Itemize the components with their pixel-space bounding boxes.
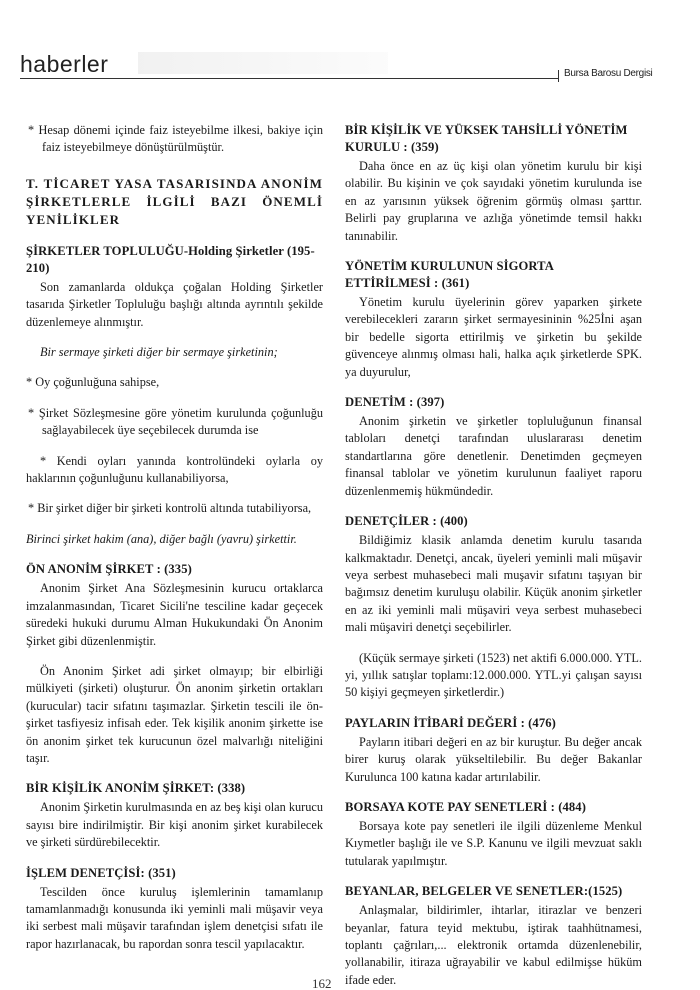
paragraph: Anonim Şirket Ana Sözleşmesinin kurucu ortaklarca imzalanmasından, Ticaret Sicili'ne tesciline kadar geçecek süredeki hukuki durumu Alman Hukukundaki Ön Anonim Şirket gibi düzenlenmiştir. <box>26 581 323 648</box>
bullet-item: * Bir şirket diğer bir şirketi kontrolü altında tutabiliyorsa, <box>28 501 312 516</box>
journal-name: Bursa Barosu Dergisi <box>564 68 653 79</box>
paragraph: Borsaya kote pay senetleri ile ilgili düzenleme Menkul Kıymetler başlığı ile ve S.P. Kanunu ve ilgili mevzuat saklı tutularak yapılmıştır. <box>345 818 642 868</box>
paragraph: Anonim şirketin ve şirketler topluluğunun finansal tabloları denetçi tarafından uluslararası denetim standartlarına göre denetlenir. Denetimden geçmeyen finansal tablolar ve yönetim kurulunun faaliyet raporu düzenlenmemiş hükmündedir. <box>345 414 642 498</box>
section-title-denetim: DENETİM : (397) <box>345 395 445 410</box>
paragraph-italic: Bir sermaye şirketi diğer bir sermaye şirketinin; <box>40 345 278 360</box>
paragraph: Yönetim kurulu üyelerinin görev yaparken şirkete verebilecekleri zararın şirket sermayesininin %25İni aşan bir bedelle sigorta ettirilmiş ve şirketin bu şekilde güvenceye alınmış olması hali, halka açık şirketlerde SPK. ya duyurulur, <box>345 295 642 379</box>
section-title-denetciler: DENETÇİLER : (400) <box>345 514 468 529</box>
bullet-item: * Kendi oyları yanında kontrolündeki oylarla oy haklarının çoğunluğunu kullanabiliyorsa, <box>26 453 323 486</box>
paragraph: Anlaşmalar, bildirimler, ihtarlar, itirazlar ve benzeri beyanlar, fatura teyid mektubu, iştirak taahhütnamesi, toplantı çağrıları,... elektronik ortamda düzenlenebilir, yollanabilir, itiraza uğrayabilir ve kabul edilmişse hüküm ifade eder. <box>345 903 642 987</box>
left-column <box>26 122 323 953</box>
paragraph: Son zamanlarda oldukça çoğalan Holding Şirketler tasarıda Şirketler Topluluğu başlığı altında ayrıntılı şekilde düzenlemeye alınmıştır. <box>26 279 323 329</box>
page-header <box>20 52 660 82</box>
section-title-sigorta: YÖNETİM KURULUNUN SİGORTA ETTİRİLMESİ : (361) <box>345 259 554 291</box>
paragraph: (Küçük sermaye şirketi (1523) net aktifi 6.000.000. YTL. yi, yıllık satışlar toplamı:12.000.000. YTL.yi çalışan sayısı 50 kişiyi geçmeyen şirketlerdir.) <box>345 650 642 700</box>
paragraph: Payların itibari değeri en az bir kuruştur. Bu değer ancak birer kuruş olarak yükseltilebilir. Bu değer Bakanlar Kurulunca 100 katına kadar artırılabilir. <box>345 734 642 784</box>
section-title-yonetim-kurulu: BİR KİŞİLİK VE YÜKSEK TAHSİLLİ YÖNETİM KURULU : (359) <box>345 123 628 154</box>
main-title: T. TİCARET YASA TASARISINDA ANONİM ŞİRKETLERLE İLGİLİ BAZI ÖNEMLİ YENİLİKLER <box>26 175 323 227</box>
section-title-itibari-deger: PAYLARIN İTİBARİ DEĞERİ : (476) <box>345 715 556 730</box>
section-title-borsaya-kote: BORSAYA KOTE PAY SENETLERİ : (484) <box>345 799 586 814</box>
paragraph: Anonim Şirketin kurulmasında en az beş kişi olan kurucu sayısı bire indirilmiştir. Bir kişi anonim şirket kurabilecek ve şirketi sürdürebilecektir. <box>26 800 323 850</box>
header-rule <box>20 78 558 79</box>
page-number: 162 <box>312 976 332 990</box>
header-rule-tick <box>558 70 559 82</box>
paragraph: Daha önce en az üç kişi olan yönetim kurulu bir kişi olabilir. Bu kişinin ve çok sayıdaki yönetim kurulunda ise en az yarısının yüksek öğrenim görmüş olması şarttır. Belirli pay gruplarına ve azlığa yönetimde temsil hakkı tanınabilir. <box>345 159 642 243</box>
paragraph: Bildiğimiz klasik anlamda denetim kurulu tasarıda kalkmaktadır. Denetçi, ancak, üyeleri yeminli mali müşavir veya serbest muhasebeci mali muşavir sıfatını taşıyan bir bağımsız denetim kuruluşu olabilir. Küçük anonim şirketler en az iki yeminli mali müşaviri veya serbest muhasebeci mali müşaviri denetçi seçebilirler. <box>345 533 642 635</box>
bullet-item: * Şirket Sözleşmesine göre yönetim kurulunda çoğunluğu sağlayabilecek üye seçebilecek durumda ise <box>28 405 323 438</box>
right-column <box>345 122 642 989</box>
bullet-item: * Oy çoğunluğuna sahipse, <box>26 375 160 390</box>
section-title-islem-denetcisi: İŞLEM DENETÇİSİ: (351) <box>26 865 176 880</box>
paragraph: Ön Anonim Şirket adi şirket olmayıp; bir elbirliği mülkiyeti (şirketi) oluşturur. Ön anonim şirketin ortakları (kurucular) tacir sıfatını taşımazlar. Şirketin tescili ile ön-şirket tasfiyesiz infisah eder. Tek kişilik anonim şirkette ise ön anonim şirket tek kurucunun özel malvarlığı niteliğini taşır. <box>26 663 323 765</box>
paragraph: Tescilden önce kuruluş işlemlerinin tamamlanıp tamamlanmadığı konusunda iki yeminli mali müşavir veya iki serbest mali müşavir tarafından işlem denetçisi sıfatı ile rapor hazırlanacak, bu rapordan sonra tescil yapılacaktır. <box>26 884 323 951</box>
header-shadow-decoration <box>138 52 388 74</box>
paragraph-italic: Birinci şirket hakim (ana), diğer bağlı (yavru) şirkettir. <box>26 531 297 546</box>
bullet-hesap: * Hesap dönemi içinde faiz isteyebilme ilkesi, bakiye için faiz isteyebilmeye dönüştürülmüştür. <box>28 123 323 155</box>
section-title-bir-kisilik: BİR KİŞİLİK ANONİM ŞİRKET: (338) <box>26 781 246 796</box>
section-title: haberler <box>20 51 109 77</box>
section-title-on-anonim: ÖN ANONİM ŞİRKET : (335) <box>26 562 192 577</box>
section-title-beyanlar: BEYANLAR, BELGELER VE SENETLER:(1525) <box>345 884 623 899</box>
section-title-sirketler-toplulugu: ŞİRKETLER TOPLULUĞU-Holding Şirketler (195-210) <box>26 243 315 275</box>
